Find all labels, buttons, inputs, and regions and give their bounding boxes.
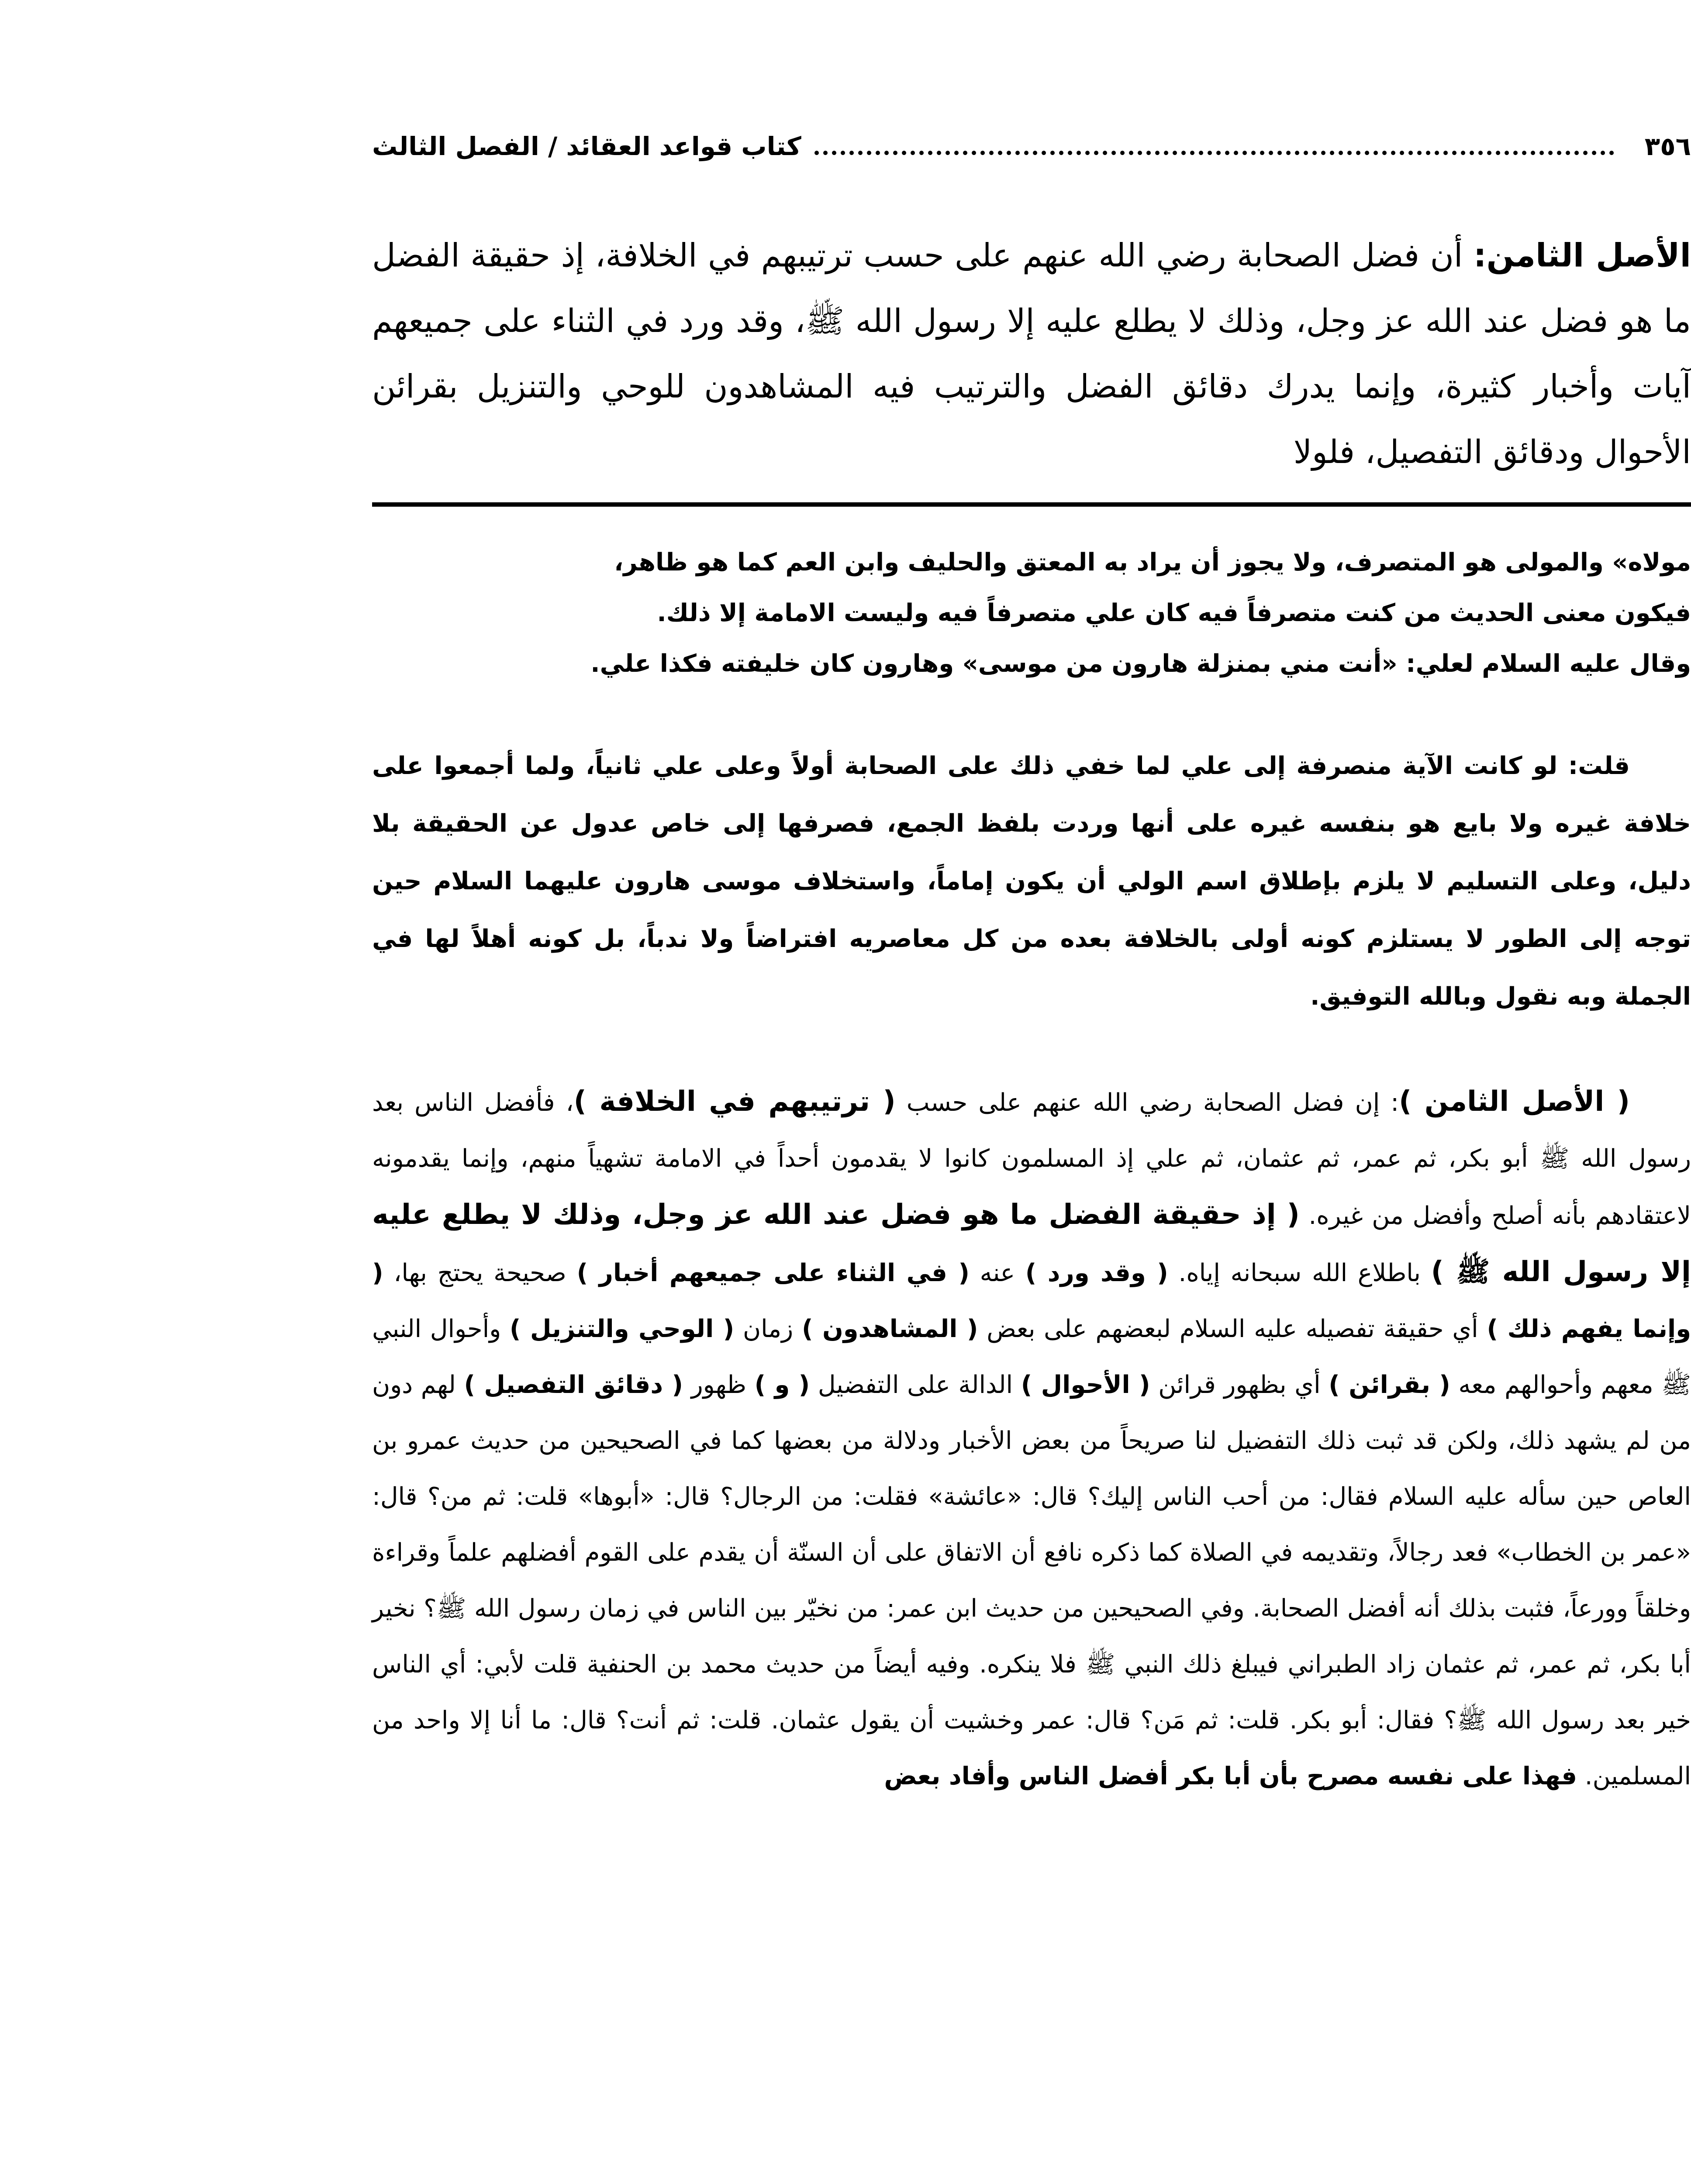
page-number: ٣٥٦ (1644, 131, 1691, 161)
footnote (372, 537, 1691, 689)
commentary-text: عنه (969, 1259, 1025, 1287)
quoted-matn-text: ( إذ حقيقة الفضل ما هو فضل عند الله عز وجل، وذلك لا يطلع عليه إلا رسول الله ﷺ ) (372, 1199, 1691, 1288)
quoted-matn-text: ( وقد ورد ) (1025, 1259, 1168, 1287)
running-title: كتاب قواعد العقائد / الفصل الثالث (372, 131, 801, 161)
quoted-matn-text: ( و ) (754, 1371, 810, 1399)
commentary-text: : إن فضل الصحابة رضي الله عنهم على حسب (895, 1089, 1399, 1117)
commentary-text: باطلاع الله سبحانه إياه. (1168, 1259, 1431, 1287)
quoted-matn-text: ( ترتيبهم في الخلافة ) (573, 1085, 896, 1118)
quoted-matn-text: ( دقائق التفصيل ) (464, 1371, 683, 1399)
quoted-matn-text: ( الأصل الثامن ) (1399, 1085, 1630, 1118)
footnote-line: مولاه» والمولى هو المتصرف، ولا يجوز أن يراد به المعتق والحليف وابن العم كما هو ظاهر، (614, 548, 1691, 577)
commentary-paragraph-qult: قلت: لو كانت الآية منصرفة إلى علي لما خفي ذلك على الصحابة أولاً وعلى علي ثانياً، ولما أجمعوا على خلافة غيره ولا بايع هو بنفسه غيره على أنها وردت بلفظ الجمع، فصرفها إلى خاص عدول عن الحقيقة بلا دليل، وعلى التسليم لا يلزم بإطلاق اسم الولي أن يكون إماماً، واستخلاف موسى هارون عليهما السلام حين توجه إلى الطور لا يستلزم كونه أولى بالخلافة بعده من كل معاصريه افتراضاً ولا ندباً، بل كونه أهلاً لها في الجملة وبه نقول وبالله التوفيق. (372, 752, 1691, 1011)
quoted-matn-text: ( في الثناء على جميعهم أخبار ) (576, 1259, 970, 1287)
quoted-matn-text: فهذا على نفسه مصرح بأن أبا بكر أفضل الناس وأفاد بعض (884, 1762, 1577, 1790)
commentary-text: زمان (734, 1315, 802, 1343)
quoted-matn-text: ( وإنما يفهم ذلك ) (372, 1259, 1691, 1343)
footnote-separator (372, 502, 1691, 507)
commentary-text: أي بظهور قرائن (1150, 1371, 1329, 1399)
commentary-text: وأحوال النبي ﷺ معهم وأحوالهم معه (372, 1315, 1691, 1399)
quoted-matn-text: ( المشاهدون ) (801, 1315, 978, 1343)
footnote-line: وقال عليه السلام لعلي: «أنت مني بمنزلة هارون من موسى» وهارون كان خليفته فكذا علي. (590, 650, 1691, 678)
main-text-body: أن فضل الصحابة رضي الله عنهم على حسب ترتيبهم في الخلافة، إذ حقيقة الفضل ما هو فضل عند الله عز وجل، وذلك لا يطلع عليه إلا رسول الله ﷺ، وقد ورد في الثناء على جميعهم آيات وأخبار كثيرة، وإنما يدرك دقائق الفضل والترتيب فيه المشاهدون للوحي والتنزيل بقرائن الأحوال ودقائق التفصيل، فلولا (372, 237, 1691, 471)
page-header (372, 122, 1691, 170)
commentary-text: لهم دون من لم يشهد ذلك، ولكن قد ثبت ذلك التفضيل لنا صريحاً من بعض الأخبار ودلالة من بعضها كما في الصحيحين من حديث عمرو بن العاص حين سأله عليه السلام فقال: من أحب الناس إليك؟ قال: «عائشة» فقلت: من الرجال؟ قال: «أبوها» قلت: ثم من؟ قال: «عمر بن الخطاب» فعد رجالاً، وتقديمه في الصلاة كما ذكره نافع أن الاتفاق على أن السنّة أن يقدم على القوم أفضلهم علماً وقراءة وخلقاً وورعاً، فثبت بذلك أنه أفضل الصحابة. وفي الصحيحين من حديث ابن عمر: من نخيّر بين الناس في زمان رسول الله ﷺ؟ نخير أبا بكر، ثم عمر، ثم عثمان زاد الطبراني فيبلغ ذلك النبي ﷺ فلا ينكره. وفيه أيضاً من حديث محمد بن الحنفية قلت لأبي: أي الناس خير بعد رسول الله ﷺ؟ فقال: أبو بكر. قلت: ثم مَن؟ قال: عمر وخشيت أن يقول عثمان. قلت: ثم أنت؟ قال: ما أنا إلا واحد من المسلمين. (372, 1371, 1691, 1790)
footnote-line: فيكون معنى الحديث من كنت متصرفاً فيه كان علي متصرفاً فيه وليست الامامة إلا ذلك. (657, 599, 1691, 627)
commentary-text: ، فأفضل الناس بعد رسول الله ﷺ أبو بكر، ثم عمر، ثم عثمان، ثم علي إذ المسلمون كانوا لا يقدمون أحداً في الامامة تشهياً منهم، وإنما يقدمونه لاعتقادهم بأنه أصلح وأفضل من غيره. (372, 1089, 1691, 1230)
quoted-matn-text: ( بقرائن ) (1329, 1371, 1450, 1399)
header-leader-dots (814, 151, 1614, 155)
commentary-text: ظهور (683, 1371, 755, 1399)
quoted-matn-text: ( الأحوال ) (1021, 1371, 1150, 1399)
commentary-text: الدالة على التفضيل (810, 1371, 1021, 1399)
book-page (372, 0, 1691, 1892)
main-text (372, 223, 1691, 485)
main-text-heading: الأصل الثامن: (1474, 237, 1691, 274)
commentary-paragraph-asl-thamin (372, 1074, 1691, 1804)
commentary-text: صحيحة يحتج بها، (383, 1259, 577, 1287)
commentary-text: أي حقيقة تفصيله عليه السلام لبعضهم على بعض (978, 1315, 1487, 1343)
quoted-matn-text: ( الوحي والتنزيل ) (509, 1315, 735, 1343)
